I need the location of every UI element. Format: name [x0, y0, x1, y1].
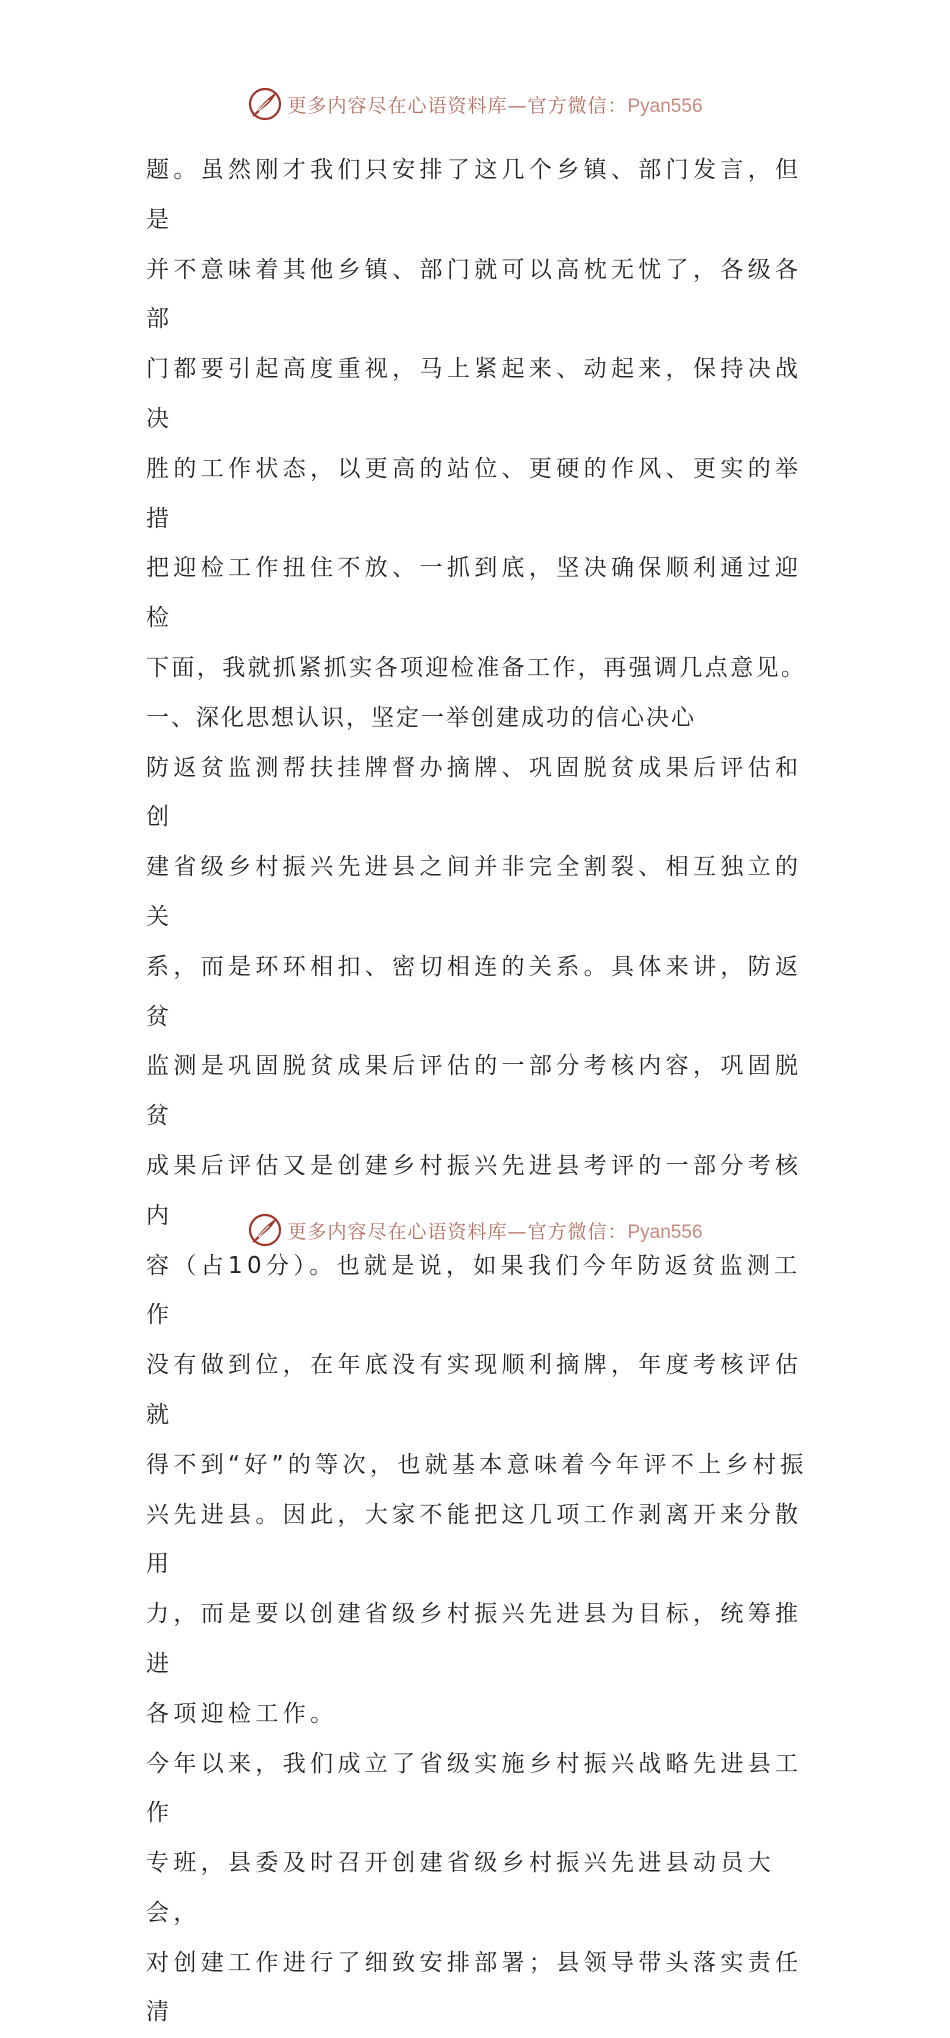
- text-line: 下面，我就抓紧抓实各项迎检准备工作，再强调几点意见。: [146, 654, 807, 681]
- text-line: 门都要引起高度重视，马上紧起来、动起来，保持决战决: [146, 356, 803, 432]
- text-line: 今年以来，我们成立了省级实施乡村振兴战略先进县工作: [146, 1750, 803, 1827]
- header-banner-text: 更多内容尽在心语资料库—官方微信：Pyan556: [287, 94, 703, 117]
- section-heading: 一、深化思想认识，坚定一举创建成功的信心决心: [146, 704, 696, 731]
- text-line: 系，而是环环相扣、密切相连的关系。具体来讲，防返贫: [146, 953, 803, 1030]
- text-line: 把迎检工作扭住不放、一抓到底，坚决确保顺利通过迎检: [146, 555, 803, 632]
- text-line: 专班，县委及时召开创建省级乡村振兴先进县动员大会，: [146, 1850, 776, 1926]
- header-banner: [0, 84, 950, 124]
- text-line: 没有做到位，在年底没有实现顺利摘牌，年度考核评估就: [146, 1352, 803, 1428]
- text-line: 防返贫监测帮扶挂牌督办摘牌、巩固脱贫成果后评估和创: [146, 754, 803, 831]
- text-line: 容（占10分）。也就是说，如果我们今年防返贫监测工作: [146, 1252, 802, 1329]
- quill-logo-icon: [247, 1212, 283, 1248]
- text-line: 成果后评估又是创建乡村振兴先进县考评的一部分考核内: [146, 1152, 803, 1229]
- text-line: 并不意味着其他乡镇、部门就可以高枕无忧了，各级各部: [146, 256, 803, 333]
- quill-logo-icon: [247, 86, 283, 122]
- text-line: 题。虽然刚才我们只安排了这几个乡镇、部门发言，但是: [146, 157, 803, 233]
- text-line: 建省级乡村振兴先进县之间并非完全割裂、相互独立的关: [146, 854, 803, 930]
- footer-banner-text: 更多内容尽在心语资料库—官方微信：Pyan556: [287, 1220, 703, 1243]
- text-line: 各项迎检工作。: [146, 1700, 338, 1727]
- text-line: 监测是巩固脱贫成果后评估的一部分考核内容，巩固脱贫: [146, 1053, 803, 1130]
- text-line: 胜的工作状态，以更高的站位、更硬的作风、更实的举措: [146, 455, 803, 532]
- wechat-id: Pyan556: [627, 1221, 703, 1243]
- wechat-id: Pyan556: [627, 95, 703, 117]
- footer-banner: [0, 1210, 950, 1250]
- text-line: 力，而是要以创建省级乡村振兴先进县为目标，统筹推进: [146, 1601, 803, 1677]
- text-line: 兴先进县。因此，大家不能把这几项工作剥离开来分散用: [146, 1501, 803, 1578]
- body-text: [146, 146, 808, 2038]
- text-line: 得不到“好”的等次，也就基本意味着今年评不上乡村振: [146, 1451, 808, 1478]
- text-line: 对创建工作进行了细致安排部署；县领导带头落实责任清: [146, 1949, 803, 2026]
